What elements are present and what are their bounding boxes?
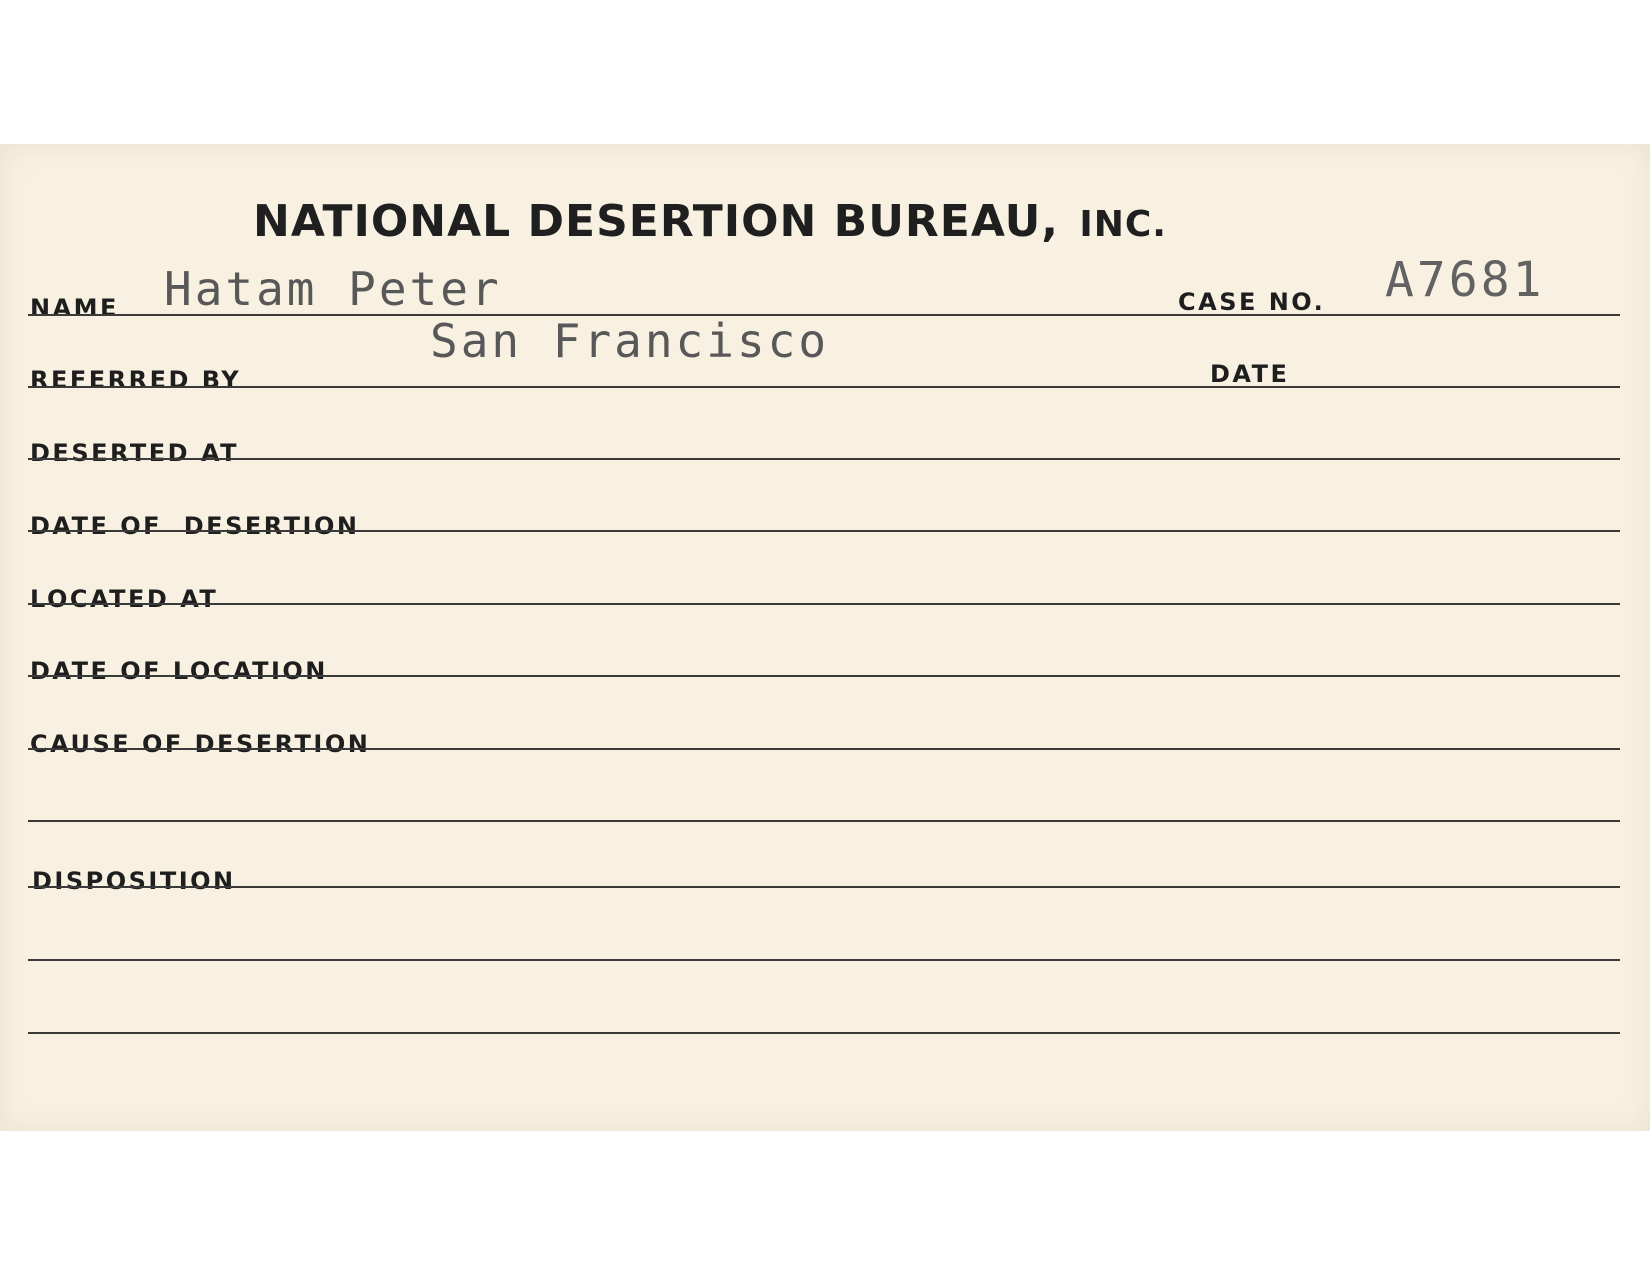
card-title-suffix: INC. — [1079, 204, 1167, 245]
date-label: DATE — [1210, 360, 1290, 388]
cause-of-desertion-rule — [28, 748, 1620, 750]
date-of-desertion-label: DATE OF DESERTION — [30, 512, 360, 540]
referred-by-label: REFERRED BY — [30, 366, 242, 394]
date-of-desertion-rule — [28, 530, 1620, 532]
case-no-value: A7681 — [1385, 252, 1545, 308]
name-value: Hatam Peter — [164, 262, 502, 316]
cause-of-desertion-label: CAUSE OF DESERTION — [30, 730, 371, 758]
index-card — [0, 144, 1650, 1131]
disposition-rule-2 — [28, 959, 1620, 961]
deserted-at-rule — [28, 458, 1620, 460]
cause-of-desertion-rule-2 — [28, 820, 1620, 822]
card-title-main: NATIONAL DESERTION BUREAU, — [253, 196, 1060, 247]
referred-by-value: San Francisco — [430, 314, 830, 368]
located-at-rule — [28, 603, 1620, 605]
disposition-rule-3 — [28, 1032, 1620, 1034]
deserted-at-label: DESERTED AT — [30, 439, 240, 467]
case-no-label: CASE NO. — [1178, 288, 1326, 316]
date-of-location-label: DATE OF LOCATION — [30, 657, 328, 685]
referred-by-rule — [28, 386, 1620, 388]
disposition-rule — [28, 886, 1620, 888]
date-of-location-rule — [28, 675, 1620, 677]
disposition-label: DISPOSITION — [32, 867, 236, 895]
name-label: NAME — [30, 294, 119, 322]
located-at-label: LOCATED AT — [30, 585, 219, 613]
card-title — [0, 196, 1420, 247]
